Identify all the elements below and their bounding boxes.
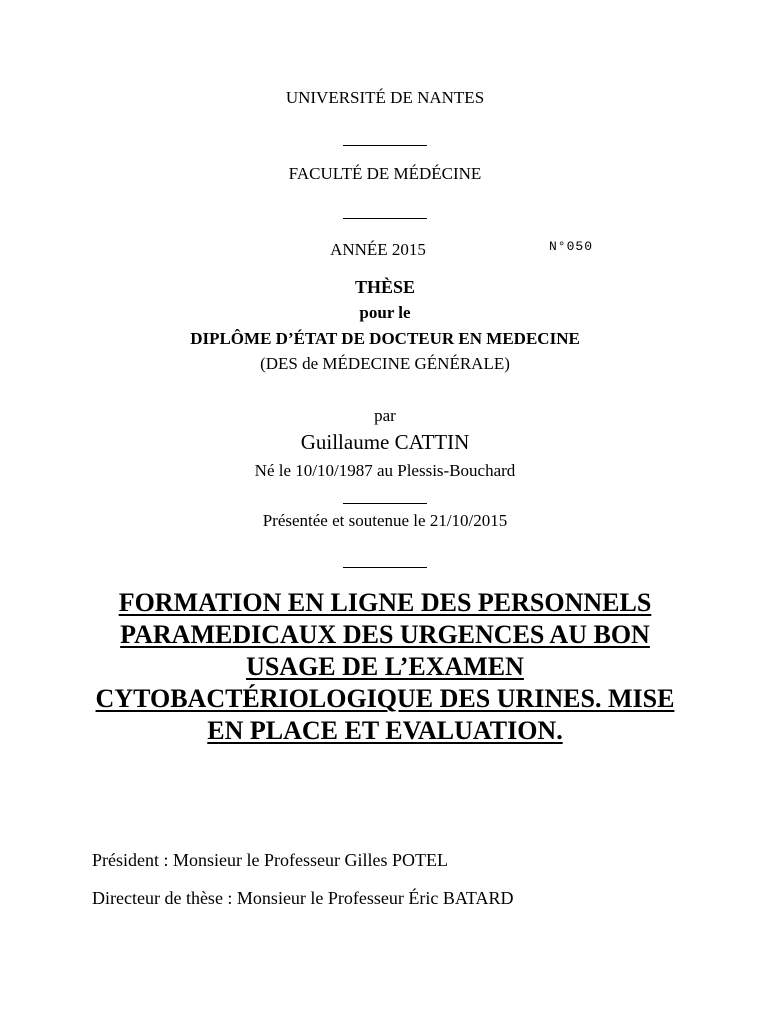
university-name: UNIVERSITÉ DE NANTES xyxy=(285,88,485,107)
thesis-title-line: FORMATION EN LIGNE DES PERSONNELS xyxy=(118,588,652,617)
divider xyxy=(343,218,427,219)
thesis-type: THÈSE xyxy=(354,277,416,297)
thesis-for: pour le xyxy=(359,303,411,322)
jury-president: Président : Monsieur le Professeur Gilles POTEL xyxy=(92,850,448,870)
by-label: par xyxy=(374,406,396,425)
diploma-specialty: (DES de MÉDECINE GÉNÉRALE) xyxy=(260,354,510,373)
divider xyxy=(343,145,427,146)
defense-date: Présentée et soutenue le 21/10/2015 xyxy=(262,511,508,530)
thesis-director: Directeur de thèse : Monsieur le Professeur Éric BATARD xyxy=(92,888,514,908)
faculty-name: FACULTÉ DE MÉDÉCINE xyxy=(288,164,482,183)
thesis-title-line: EN PLACE ET EVALUATION. xyxy=(207,716,563,745)
author-birth: Né le 10/10/1987 au Plessis-Bouchard xyxy=(254,461,516,480)
diploma-title: DIPLÔME D’ÉTAT DE DOCTEUR EN MEDECINE xyxy=(190,329,580,348)
thesis-title-line: USAGE DE L’EXAMEN xyxy=(246,652,524,681)
thesis-title-line: CYTOBACTÉRIOLOGIQUE DES URINES. MISE xyxy=(95,684,675,713)
thesis-title-line: PARAMEDICAUX DES URGENCES AU BON xyxy=(120,620,650,649)
academic-year: ANNÉE 2015 xyxy=(330,240,426,259)
author-name: Guillaume CATTIN xyxy=(300,430,470,454)
divider xyxy=(343,503,427,504)
thesis-number: N°050 xyxy=(549,239,594,254)
divider xyxy=(343,567,427,568)
